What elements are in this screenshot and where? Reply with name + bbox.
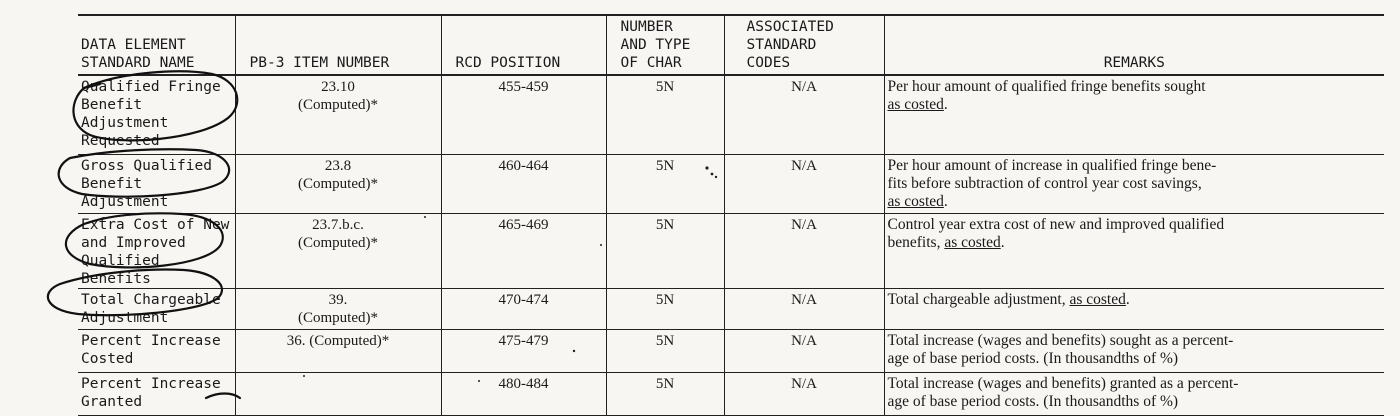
header-associated-codes: ASSOCIATED STANDARD CODES bbox=[724, 15, 884, 75]
assoc-codes-cell: N/A bbox=[724, 155, 884, 214]
table-row bbox=[78, 75, 1384, 155]
table-header-row bbox=[78, 15, 1384, 75]
pb3-item-cell bbox=[235, 373, 441, 416]
char-type-cell: 5N bbox=[606, 330, 724, 373]
char-type-cell: 5N bbox=[606, 214, 724, 289]
pb3-item-cell: 23.10 (Computed)* bbox=[235, 75, 441, 155]
assoc-codes-cell: N/A bbox=[724, 75, 884, 155]
assoc-codes-cell: N/A bbox=[724, 289, 884, 330]
standard-name-cell: Qualified Fringe Benefit Adjustment Requested bbox=[81, 79, 221, 149]
standard-name-cell: Extra Cost of New and Improved Qualified Benefits bbox=[81, 217, 230, 287]
rcd-position-cell: 470-474 bbox=[441, 289, 606, 330]
assoc-codes-cell: N/A bbox=[724, 373, 884, 416]
rcd-position-cell: 455-459 bbox=[441, 75, 606, 155]
pb3-item-cell: 23.8 (Computed)* bbox=[235, 155, 441, 214]
header-number-type: NUMBER AND TYPE OF CHAR bbox=[606, 15, 724, 75]
pb3-item-cell: 23.7.b.c. (Computed)* bbox=[235, 214, 441, 289]
data-element-table bbox=[78, 14, 1384, 416]
assoc-codes-cell: N/A bbox=[724, 214, 884, 289]
header-pb3-item-number: PB-3 ITEM NUMBER bbox=[235, 15, 441, 75]
assoc-codes-cell: N/A bbox=[724, 330, 884, 373]
table-row bbox=[78, 289, 1384, 330]
remarks-cell: Total chargeable adjustment, as costed. bbox=[884, 289, 1384, 330]
table-row bbox=[78, 330, 1384, 373]
header-remarks: REMARKS bbox=[884, 15, 1384, 75]
rcd-position-cell: 480-484 bbox=[441, 373, 606, 416]
header-rcd-position: RCD POSITION bbox=[441, 15, 606, 75]
char-type-cell: 5N bbox=[606, 289, 724, 330]
remarks-cell: Total increase (wages and benefits) sought as a percent- age of base period costs. (In thousandths of %) bbox=[884, 330, 1384, 373]
remarks-cell: Per hour amount of increase in qualified fringe bene- fits before subtraction of control year cost savings, as costed. bbox=[884, 155, 1384, 214]
pb3-item-cell: 39. (Computed)* bbox=[235, 289, 441, 330]
char-type-cell: 5N bbox=[606, 155, 724, 214]
remarks-cell: Control year extra cost of new and improved qualified benefits, as costed. bbox=[884, 214, 1384, 289]
table-row bbox=[78, 155, 1384, 214]
header-standard-name: DATA ELEMENT STANDARD NAME bbox=[81, 37, 195, 71]
char-type-cell: 5N bbox=[606, 75, 724, 155]
table-row bbox=[78, 214, 1384, 289]
rcd-position-cell: 460-464 bbox=[441, 155, 606, 214]
standard-name-cell: Total Chargeable Adjustment bbox=[81, 292, 221, 326]
rcd-position-cell: 475-479 bbox=[441, 330, 606, 373]
standard-name-cell: Percent Increase Granted bbox=[81, 376, 221, 410]
standard-name-cell: Percent Increase Costed bbox=[81, 333, 221, 367]
char-type-cell: 5N bbox=[606, 373, 724, 416]
pb3-item-cell: 36. (Computed)* bbox=[235, 330, 441, 373]
table-row bbox=[78, 373, 1384, 416]
remarks-cell: Total increase (wages and benefits) granted as a percent- age of base period costs. (In thousandths of %) bbox=[884, 373, 1384, 416]
remarks-cell: Per hour amount of qualified fringe benefits sought as costed. bbox=[884, 75, 1384, 155]
standard-name-cell: Gross Qualified Benefit Adjustment bbox=[81, 158, 212, 210]
rcd-position-cell: 465-469 bbox=[441, 214, 606, 289]
